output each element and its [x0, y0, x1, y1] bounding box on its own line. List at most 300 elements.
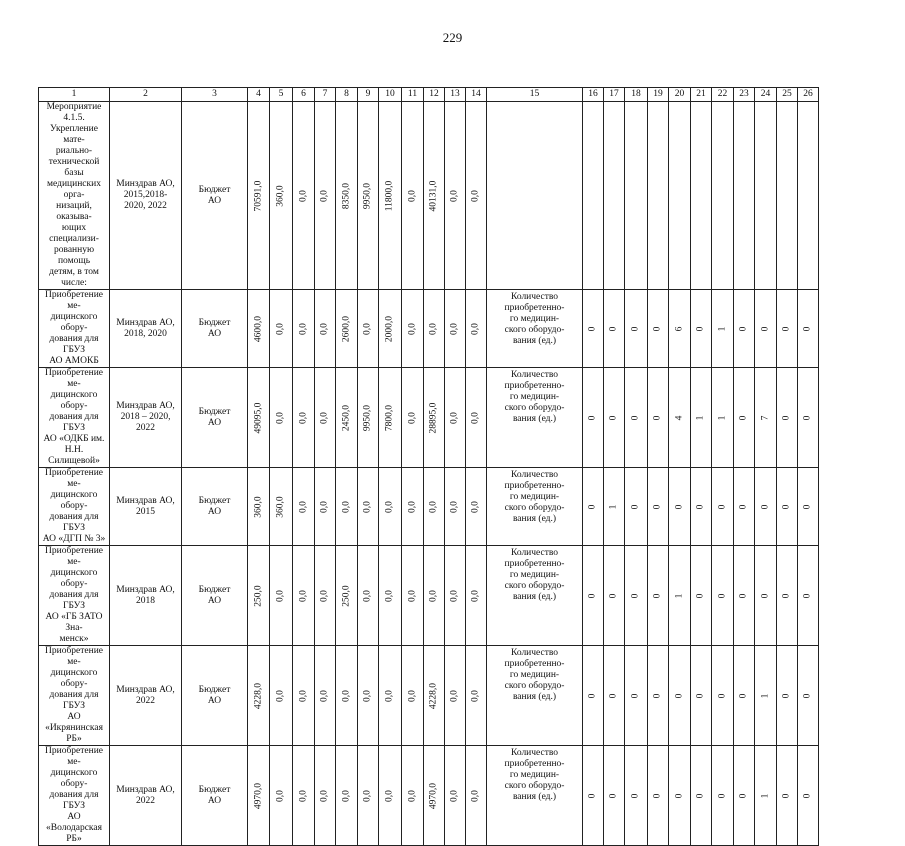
amount-value-cell [315, 546, 336, 646]
table-row [39, 368, 819, 468]
indicator-value: 0 [652, 793, 663, 798]
amount-value-cell [424, 290, 445, 368]
column-number: 6 [293, 88, 315, 102]
indicator-value: 0 [717, 693, 727, 698]
column-number: 10 [379, 88, 402, 102]
indicator-value: 0 [695, 504, 706, 509]
amount-value: 0,0 [275, 411, 286, 424]
indicator-value-cell [712, 468, 734, 546]
amount-value: 0,0 [362, 589, 373, 602]
indicator-value: 0 [717, 593, 727, 598]
amount-value-cell [466, 102, 487, 290]
indicator-value-cell [648, 102, 669, 290]
amount-value-cell [402, 546, 424, 646]
indicator-value-cell [583, 646, 604, 746]
executor: Минздрав АО, 2015,2018- 2020, 2022 [116, 179, 175, 211]
indicator-value: 0 [630, 693, 641, 698]
amount-value: 0,0 [341, 789, 351, 802]
indicator-value: 0 [717, 793, 727, 798]
table-row [39, 746, 819, 846]
amount-value: 2450,0 [341, 404, 351, 431]
amount-value-cell [379, 290, 402, 368]
indicator-value: 0 [674, 504, 684, 509]
amount-value-cell [424, 468, 445, 546]
funding-source-cell [182, 290, 248, 368]
indicator-value-cell [734, 290, 755, 368]
indicator-value-cell [712, 546, 734, 646]
indicator-value: 1 [717, 415, 727, 420]
indicator-value-cell [755, 646, 777, 746]
amount-value: 0,0 [298, 500, 308, 513]
indicator-value-cell [798, 102, 819, 290]
amount-value: 0,0 [470, 500, 481, 513]
indicator-value: 0 [587, 793, 598, 798]
indicator-value-cell [648, 546, 669, 646]
amount-value-cell [402, 746, 424, 846]
amount-value-cell [248, 468, 270, 546]
indicator-value: 0 [760, 593, 770, 598]
column-number: 7 [315, 88, 336, 102]
amount-value-cell [248, 646, 270, 746]
indicator-value: 0 [587, 504, 598, 509]
amount-value: 0,0 [470, 689, 481, 702]
amount-value: 0,0 [341, 500, 351, 513]
amount-value: 0,0 [407, 689, 417, 702]
indicator-value-cell [691, 290, 712, 368]
indicator-value: 1 [695, 415, 706, 420]
table-row [39, 546, 819, 646]
amount-value: 0,0 [384, 589, 395, 602]
indicator-value-cell [755, 546, 777, 646]
indicator-value: 0 [802, 415, 813, 420]
executor-cell [110, 546, 182, 646]
amount-value-cell [248, 546, 270, 646]
indicator-value-cell [669, 546, 691, 646]
amount-value-cell [445, 290, 466, 368]
amount-value: 11800,0 [384, 180, 395, 211]
amount-value-cell [402, 102, 424, 290]
amount-value: 0,0 [341, 689, 351, 702]
indicator-value: 0 [781, 793, 792, 798]
amount-value: 0,0 [319, 789, 330, 802]
amount-value: 0,0 [298, 789, 308, 802]
executor-cell [110, 646, 182, 746]
amount-value-cell [293, 368, 315, 468]
column-number: 16 [583, 88, 604, 102]
indicator-value-cell [604, 546, 625, 646]
indicator-value: 0 [738, 504, 749, 509]
indicator-value: 0 [674, 693, 684, 698]
column-number: 23 [734, 88, 755, 102]
column-number: 19 [648, 88, 669, 102]
indicator-value: 0 [652, 693, 663, 698]
amount-value-cell [379, 368, 402, 468]
amount-value-cell [466, 646, 487, 746]
amount-value-cell [336, 102, 358, 290]
indicator-value: 0 [738, 415, 749, 420]
indicator-value: 0 [587, 415, 598, 420]
indicator-value-cell [712, 102, 734, 290]
amount-value: 4970,0 [253, 782, 263, 809]
measure-name: Мероприятие 4.1.5. Укрепление мате- риально- технической базы медицинских орга- низаций, оказыва- ющих специализи- рованную помощь детям, в том числе: [46, 102, 102, 288]
amount-value: 0,0 [449, 500, 460, 513]
amount-value: 0,0 [384, 789, 395, 802]
indicator-value-cell [648, 646, 669, 746]
amount-value: 0,0 [319, 411, 330, 424]
funding-source-cell [182, 468, 248, 546]
indicator-value: 0 [738, 326, 749, 331]
amount-value-cell [336, 546, 358, 646]
indicator-value-cell [691, 546, 712, 646]
indicator-value: 0 [802, 593, 813, 598]
indicator-value: 0 [802, 793, 813, 798]
indicator-value-cell [734, 746, 755, 846]
indicator-value-cell [798, 746, 819, 846]
indicator-value-cell [669, 746, 691, 846]
executor-cell [110, 746, 182, 846]
indicator-value: 0 [630, 415, 641, 420]
indicator-value-cell [625, 546, 648, 646]
indicator-name-cell [487, 368, 583, 468]
amount-value-cell [358, 102, 379, 290]
amount-value-cell [424, 102, 445, 290]
amount-value: 0,0 [428, 322, 439, 335]
indicator-value: 0 [695, 693, 706, 698]
indicator-value-cell [755, 290, 777, 368]
amount-value-cell [379, 102, 402, 290]
indicator-name-cell [487, 102, 583, 290]
amount-value-cell [466, 746, 487, 846]
amount-value-cell [424, 546, 445, 646]
indicator-value-cell [691, 102, 712, 290]
amount-value: 0,0 [407, 411, 417, 424]
indicator-value-cell [798, 546, 819, 646]
indicator-value: 0 [630, 793, 641, 798]
amount-value: 360,0 [253, 495, 263, 518]
indicator-value-cell [648, 290, 669, 368]
amount-value-cell [336, 646, 358, 746]
amount-value-cell [466, 368, 487, 468]
amount-value: 70591,0 [253, 180, 263, 211]
indicator-value-cell [583, 546, 604, 646]
funding-source: Бюджет АО [198, 584, 231, 606]
amount-value-cell [293, 546, 315, 646]
indicator-value: 0 [760, 326, 770, 331]
indicator-value-cell [691, 646, 712, 746]
column-number: 26 [798, 88, 819, 102]
indicator-value: 0 [781, 326, 792, 331]
amount-value-cell [424, 646, 445, 746]
indicator-value: 4 [674, 415, 684, 420]
funding-source-cell [182, 368, 248, 468]
indicator-value-cell [734, 102, 755, 290]
measure-name-cell [39, 290, 110, 368]
indicator-value: 1 [674, 593, 684, 598]
amount-value-cell [358, 368, 379, 468]
amount-value: 360,0 [275, 495, 286, 518]
indicator-value-cell [755, 102, 777, 290]
amount-value-cell [315, 468, 336, 546]
funding-source-cell [182, 102, 248, 290]
amount-value-cell [336, 746, 358, 846]
indicator-value: 0 [652, 326, 663, 331]
indicator-value: 0 [674, 793, 684, 798]
amount-value: 0,0 [362, 689, 373, 702]
column-number-row [39, 88, 819, 102]
amount-value-cell [248, 290, 270, 368]
executor-cell [110, 290, 182, 368]
amount-value: 0,0 [470, 322, 481, 335]
table-row [39, 102, 819, 290]
indicator-value: 0 [695, 593, 706, 598]
indicator-value-cell [669, 290, 691, 368]
indicator-value-cell [734, 546, 755, 646]
indicator-name: Количество приобретенно- го медицин- ского оборудо- вания (ед.) [504, 292, 565, 346]
executor: Минздрав АО, 2022 [116, 784, 175, 806]
amount-value-cell [293, 290, 315, 368]
amount-value-cell [315, 368, 336, 468]
amount-value: 0,0 [428, 589, 439, 602]
indicator-value-cell [583, 102, 604, 290]
indicator-value-cell [777, 746, 798, 846]
amount-value-cell [445, 746, 466, 846]
indicator-value: 0 [652, 504, 663, 509]
column-number: 3 [182, 88, 248, 102]
amount-value: 2000,0 [384, 315, 395, 342]
indicator-name: Количество приобретенно- го медицин- ского оборудо- вания (ед.) [504, 370, 565, 424]
amount-value-cell [293, 102, 315, 290]
indicator-value: 0 [760, 504, 770, 509]
amount-value: 40131,0 [428, 180, 439, 211]
indicator-value: 0 [630, 326, 641, 331]
indicator-name: Количество приобретенно- го медицин- ского оборудо- вания (ед.) [504, 470, 565, 524]
amount-value-cell [424, 368, 445, 468]
measure-name-cell [39, 746, 110, 846]
amount-value-cell [402, 368, 424, 468]
indicator-value: 0 [695, 326, 706, 331]
amount-value: 0,0 [298, 189, 308, 202]
amount-value: 9950,0 [362, 182, 373, 209]
amount-value: 0,0 [449, 189, 460, 202]
indicator-value-cell [625, 746, 648, 846]
indicator-value: 1 [760, 693, 770, 698]
measure-name: Приобретение ме- дицинского обору- дования для ГБУЗ АО «Икрянинская РБ» [45, 646, 103, 744]
indicator-value-cell [755, 468, 777, 546]
measure-name-cell [39, 546, 110, 646]
indicator-value: 0 [608, 415, 619, 420]
column-number: 14 [466, 88, 487, 102]
amount-value: 0,0 [298, 689, 308, 702]
column-number: 25 [777, 88, 798, 102]
indicator-value: 0 [781, 593, 792, 598]
table-row [39, 468, 819, 546]
amount-value-cell [402, 468, 424, 546]
funding-source-cell [182, 746, 248, 846]
indicator-value-cell [777, 102, 798, 290]
amount-value: 4228,0 [428, 682, 439, 709]
amount-value: 0,0 [362, 500, 373, 513]
measure-name: Приобретение ме- дицинского обору- дования для ГБУЗ АО «ОДКБ им. Н.Н. Силищевой» [43, 368, 105, 466]
indicator-value: 6 [674, 326, 684, 331]
indicator-name-cell [487, 746, 583, 846]
amount-value: 0,0 [449, 789, 460, 802]
amount-value: 0,0 [449, 411, 460, 424]
amount-value: 0,0 [407, 789, 417, 802]
amount-value: 0,0 [449, 322, 460, 335]
indicator-name-cell [487, 646, 583, 746]
indicator-value-cell [691, 746, 712, 846]
indicator-value: 0 [738, 693, 749, 698]
indicator-name: Количество приобретенно- го медицин- ского оборудо- вания (ед.) [504, 748, 565, 802]
measure-name-cell [39, 368, 110, 468]
amount-value-cell [379, 746, 402, 846]
indicator-value-cell [798, 646, 819, 746]
column-number: 8 [336, 88, 358, 102]
indicator-value: 0 [781, 504, 792, 509]
amount-value-cell [379, 546, 402, 646]
amount-value: 0,0 [319, 689, 330, 702]
funding-source: Бюджет АО [198, 317, 231, 339]
indicator-name-cell [487, 468, 583, 546]
amount-value-cell [270, 468, 293, 546]
amount-value-cell [445, 646, 466, 746]
amount-value-cell [248, 102, 270, 290]
indicator-value-cell [583, 290, 604, 368]
executor: Минздрав АО, 2022 [116, 684, 175, 706]
amount-value-cell [379, 646, 402, 746]
measure-name: Приобретение ме- дицинского обору- дования для ГБУЗ АО «Володарская РБ» [45, 746, 103, 844]
amount-value: 0,0 [470, 411, 481, 424]
amount-value: 0,0 [384, 500, 395, 513]
amount-value: 9950,0 [362, 404, 373, 431]
indicator-value: 0 [587, 693, 598, 698]
indicator-value-cell [583, 368, 604, 468]
indicator-value-cell [625, 368, 648, 468]
column-number: 22 [712, 88, 734, 102]
indicator-value: 0 [652, 593, 663, 598]
indicator-value-cell [583, 746, 604, 846]
amount-value: 7800,0 [384, 404, 395, 431]
indicator-value-cell [734, 646, 755, 746]
amount-value-cell [358, 468, 379, 546]
indicator-value-cell [798, 368, 819, 468]
column-number: 20 [669, 88, 691, 102]
indicator-value-cell [712, 368, 734, 468]
amount-value: 0,0 [428, 500, 439, 513]
amount-value: 0,0 [384, 689, 395, 702]
table-row [39, 290, 819, 368]
program-table [38, 87, 819, 846]
amount-value: 0,0 [362, 789, 373, 802]
amount-value-cell [358, 290, 379, 368]
indicator-value-cell [625, 468, 648, 546]
indicator-value-cell [712, 646, 734, 746]
indicator-value: 0 [781, 693, 792, 698]
column-number: 18 [625, 88, 648, 102]
amount-value: 0,0 [319, 500, 330, 513]
indicator-value-cell [604, 102, 625, 290]
indicator-value-cell [625, 290, 648, 368]
indicator-name: Количество приобретенно- го медицин- ского оборудо- вания (ед.) [504, 548, 565, 602]
indicator-value-cell [798, 290, 819, 368]
indicator-name-cell [487, 546, 583, 646]
amount-value-cell [270, 368, 293, 468]
funding-source: Бюджет АО [198, 684, 231, 706]
indicator-value-cell [648, 368, 669, 468]
amount-value: 0,0 [319, 322, 330, 335]
amount-value: 0,0 [470, 589, 481, 602]
measure-name-cell [39, 468, 110, 546]
funding-source-cell [182, 646, 248, 746]
page-number: 229 [442, 30, 463, 45]
indicator-value: 0 [608, 326, 619, 331]
indicator-value-cell [648, 468, 669, 546]
amount-value-cell [445, 546, 466, 646]
indicator-value: 0 [587, 593, 598, 598]
amount-value-cell [270, 290, 293, 368]
indicator-value: 0 [781, 415, 792, 420]
amount-value: 0,0 [407, 500, 417, 513]
indicator-value-cell [669, 468, 691, 546]
amount-value-cell [315, 290, 336, 368]
column-number: 2 [110, 88, 182, 102]
amount-value-cell [424, 746, 445, 846]
indicator-value-cell [669, 368, 691, 468]
indicator-value: 7 [760, 415, 770, 420]
amount-value-cell [445, 102, 466, 290]
indicator-value-cell [604, 290, 625, 368]
indicator-value-cell [691, 368, 712, 468]
measure-name-cell [39, 646, 110, 746]
indicator-value-cell [755, 368, 777, 468]
indicator-value-cell [777, 468, 798, 546]
indicator-value-cell [712, 290, 734, 368]
column-number: 13 [445, 88, 466, 102]
amount-value: 0,0 [319, 589, 330, 602]
indicator-value: 0 [802, 693, 813, 698]
indicator-value: 0 [717, 504, 727, 509]
amount-value-cell [358, 746, 379, 846]
indicator-value-cell [734, 468, 755, 546]
amount-value: 0,0 [407, 589, 417, 602]
indicator-value: 0 [608, 593, 619, 598]
executor: Минздрав АО, 2018, 2020 [116, 317, 175, 339]
indicator-value-cell [755, 746, 777, 846]
funding-source: Бюджет АО [198, 495, 231, 517]
amount-value-cell [402, 646, 424, 746]
amount-value-cell [402, 290, 424, 368]
indicator-value: 0 [630, 593, 641, 598]
amount-value: 0,0 [275, 322, 286, 335]
amount-value: 8350,0 [341, 182, 351, 209]
indicator-value: 0 [802, 326, 813, 331]
amount-value: 28895,0 [428, 402, 439, 433]
measure-name: Приобретение ме- дицинского обору- дования для ГБУЗ АО АМОКБ [45, 290, 103, 366]
executor-cell [110, 368, 182, 468]
amount-value: 0,0 [362, 322, 373, 335]
column-number: 9 [358, 88, 379, 102]
indicator-value: 0 [587, 326, 598, 331]
amount-value: 0,0 [407, 322, 417, 335]
indicator-value-cell [777, 290, 798, 368]
indicator-value-cell [648, 746, 669, 846]
amount-value-cell [466, 468, 487, 546]
column-number: 11 [402, 88, 424, 102]
amount-value-cell [270, 102, 293, 290]
indicator-value-cell [669, 646, 691, 746]
funding-source: Бюджет АО [198, 406, 231, 428]
indicator-value-cell [669, 102, 691, 290]
